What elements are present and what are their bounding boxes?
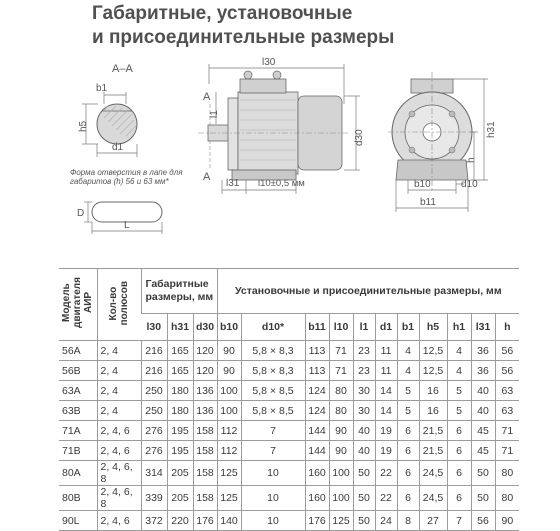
table-cell: 6 (447, 441, 471, 461)
motor-dimension-drawings (0, 52, 560, 272)
table-cell: 144 (305, 441, 329, 461)
table-cell: 136 (193, 381, 217, 401)
table-cell: 100 (217, 381, 241, 401)
table-cell: 19 (375, 421, 397, 441)
table-cell: 4 (397, 361, 419, 381)
label-d1: d1 (112, 142, 124, 153)
table-cell: 45 (471, 441, 495, 461)
table-cell: 250 (141, 401, 167, 421)
table-cell: 5,8 × 8,5 (241, 401, 305, 421)
table-cell: 50 (471, 486, 495, 511)
table-cell: 4 (447, 341, 471, 361)
table-cell: 36 (471, 361, 495, 381)
cell-poles: 2, 4 (97, 361, 141, 381)
table-cell: 165 (167, 341, 193, 361)
table-cell: 372 (141, 511, 167, 531)
table-cell: 24,5 (419, 486, 447, 511)
table-cell: 7 (241, 421, 305, 441)
header-col-6: l10 (329, 314, 353, 341)
table-cell: 63 (495, 381, 519, 401)
table-cell: 5 (397, 401, 419, 421)
foot-hole-view (70, 168, 195, 234)
table-cell: 30 (353, 401, 375, 421)
table-cell: 6 (397, 441, 419, 461)
table-cell: 19 (375, 441, 397, 461)
table-cell: 24 (375, 511, 397, 531)
table-cell: 80 (495, 486, 519, 511)
table-cell: 11 (375, 341, 397, 361)
header-col-3: b10 (217, 314, 241, 341)
hole-note: Форма отверстия в лапе для габаритов (h) 56 и 63 мм* (70, 168, 183, 186)
table-cell: 90 (329, 421, 353, 441)
table-row (59, 486, 519, 511)
table-cell: 250 (141, 381, 167, 401)
table-cell: 16 (419, 381, 447, 401)
cell-poles: 2, 4, 6, 8 (97, 486, 141, 511)
header-poles-text: Кол-во полюсов (108, 280, 130, 326)
table-cell: 5,8 × 8,5 (241, 381, 305, 401)
cell-model: 71A (59, 421, 97, 441)
table-cell: 56 (495, 361, 519, 381)
label-b10: b10 (414, 179, 431, 190)
cell-model: 63B (59, 401, 97, 421)
table-cell: 195 (167, 441, 193, 461)
table-cell: 36 (471, 341, 495, 361)
label-d10: d10 (461, 179, 478, 190)
table-cell: 339 (141, 486, 167, 511)
cell-model: 56A (59, 341, 97, 361)
table-cell: 16 (419, 401, 447, 421)
label-l30: l30 (262, 57, 276, 68)
table-cell: 158 (193, 461, 217, 486)
label-b11: b11 (420, 197, 436, 208)
table-row (59, 401, 519, 421)
table-row (59, 361, 519, 381)
header-col-7: l1 (353, 314, 375, 341)
table-cell: 40 (353, 421, 375, 441)
cell-poles: 2, 4 (97, 381, 141, 401)
label-h: h (466, 157, 477, 163)
table-cell: 30 (353, 381, 375, 401)
table-cell: 80 (329, 401, 353, 421)
table-cell: 63 (495, 401, 519, 421)
table-cell: 314 (141, 461, 167, 486)
table-cell: 5 (447, 401, 471, 421)
table-cell: 216 (141, 341, 167, 361)
table-cell: 22 (375, 486, 397, 511)
table-cell: 14 (375, 401, 397, 421)
table-cell: 276 (141, 441, 167, 461)
table-cell: 90 (495, 511, 519, 531)
table-row (59, 421, 519, 441)
table-cell: 216 (141, 361, 167, 381)
cell-poles: 2, 4, 6, 8 (97, 461, 141, 486)
table-row (59, 461, 519, 486)
table-cell: 113 (305, 361, 329, 381)
table-cell: 40 (471, 401, 495, 421)
table-row (59, 511, 519, 531)
table-cell: 176 (305, 511, 329, 531)
table-cell: 24,5 (419, 461, 447, 486)
table-cell: 6 (397, 486, 419, 511)
section-label: A–A (112, 63, 133, 75)
header-col-13: h (495, 314, 519, 341)
header-poles (97, 269, 141, 341)
table-cell: 165 (167, 361, 193, 381)
table-cell: 158 (193, 421, 217, 441)
table-cell: 80 (495, 461, 519, 486)
label-b1: b1 (96, 83, 108, 94)
cell-model: 90L (59, 511, 97, 531)
table-cell: 144 (305, 421, 329, 441)
dimensions-table-wrap (59, 268, 514, 531)
header-col-2: d30 (193, 314, 217, 341)
table-cell: 90 (329, 441, 353, 461)
table-cell: 23 (353, 341, 375, 361)
table-cell: 4 (397, 341, 419, 361)
header-col-11: h1 (447, 314, 471, 341)
table-cell: 71 (495, 441, 519, 461)
page-title (92, 2, 394, 50)
header-mounting: Установочные и присоединительные размеры, мм (217, 269, 519, 314)
table-cell: 180 (167, 401, 193, 421)
table-cell: 6 (447, 486, 471, 511)
table-cell: 56 (471, 511, 495, 531)
header-col-1: h31 (167, 314, 193, 341)
table-cell: 10 (241, 486, 305, 511)
table-cell: 12,5 (419, 341, 447, 361)
table-cell: 136 (193, 401, 217, 421)
table-cell: 14 (375, 381, 397, 401)
table-cell: 7 (241, 441, 305, 461)
header-model-text: Модель двигателя АИР (61, 277, 95, 329)
header-col-0: l30 (141, 314, 167, 341)
title-line-1: Габаритные, установочные (92, 3, 353, 24)
table-cell: 40 (353, 441, 375, 461)
table-row (59, 441, 519, 461)
table-cell: 6 (397, 461, 419, 486)
table-cell: 71 (329, 341, 353, 361)
header-model (59, 269, 97, 341)
cell-model: 56B (59, 361, 97, 381)
label-l31: l31 (226, 178, 240, 189)
table-cell: 27 (419, 511, 447, 531)
table-cell: 205 (167, 486, 193, 511)
table-cell: 6 (447, 421, 471, 441)
label-d30: d30 (354, 129, 365, 146)
table-cell: 160 (305, 486, 329, 511)
table-cell: 5,8 × 8,3 (241, 341, 305, 361)
label-l1: l1 (209, 110, 220, 118)
table-cell: 50 (353, 511, 375, 531)
label-h31: h31 (486, 121, 497, 138)
header-overall: Габаритные размеры, мм (141, 269, 217, 314)
dimensions-table (59, 268, 519, 531)
header-col-4: d10* (241, 314, 305, 341)
motor-side-view (198, 57, 365, 194)
header-col-8: d1 (375, 314, 397, 341)
label-l10: l10±0,5 мм (258, 178, 305, 189)
table-cell: 90 (217, 341, 241, 361)
table-cell: 112 (217, 421, 241, 441)
table-row (59, 381, 519, 401)
table-cell: 220 (167, 511, 193, 531)
table-cell: 120 (193, 361, 217, 381)
table-cell: 5 (447, 381, 471, 401)
table-cell: 6 (447, 461, 471, 486)
table-row (59, 341, 519, 361)
cell-poles: 2, 4, 6 (97, 511, 141, 531)
cell-model: 80B (59, 486, 97, 511)
table-cell: 158 (193, 486, 217, 511)
label-L: L (124, 220, 130, 231)
table-cell: 50 (353, 486, 375, 511)
table-cell: 205 (167, 461, 193, 486)
table-cell: 160 (305, 461, 329, 486)
table-cell: 125 (217, 461, 241, 486)
table-cell: 124 (305, 381, 329, 401)
table-cell: 140 (217, 511, 241, 531)
table-cell: 158 (193, 441, 217, 461)
motor-front-view (388, 72, 497, 212)
table-cell: 4 (447, 361, 471, 381)
table-body (59, 341, 519, 531)
table-cell: 11 (375, 361, 397, 381)
header-col-10: h5 (419, 314, 447, 341)
label-D: D (77, 208, 85, 219)
table-cell: 80 (329, 381, 353, 401)
table-cell: 125 (217, 486, 241, 511)
header-col-5: b11 (305, 314, 329, 341)
table-cell: 40 (471, 381, 495, 401)
table-cell: 8 (397, 511, 419, 531)
table-cell: 195 (167, 421, 193, 441)
cell-poles: 2, 4, 6 (97, 441, 141, 461)
table-cell: 12,5 (419, 361, 447, 381)
table-cell: 90 (217, 361, 241, 381)
label-A-top: A (203, 91, 211, 103)
table-cell: 100 (329, 486, 353, 511)
table-cell: 124 (305, 401, 329, 421)
table-cell: 71 (495, 421, 519, 441)
cell-model: 63A (59, 381, 97, 401)
table-cell: 125 (329, 511, 353, 531)
table-cell: 100 (329, 461, 353, 486)
table-cell: 21,5 (419, 441, 447, 461)
table-cell: 100 (217, 401, 241, 421)
table-cell: 23 (353, 361, 375, 381)
header-col-9: b1 (397, 314, 419, 341)
table-cell: 113 (305, 341, 329, 361)
label-h5: h5 (78, 120, 89, 132)
header-col-12: l31 (471, 314, 495, 341)
shaft-section-view (78, 63, 137, 157)
table-cell: 176 (193, 511, 217, 531)
table-cell: 6 (397, 421, 419, 441)
table-cell: 112 (217, 441, 241, 461)
cell-model: 80A (59, 461, 97, 486)
table-cell: 10 (241, 461, 305, 486)
table-cell: 7 (447, 511, 471, 531)
table-cell: 50 (471, 461, 495, 486)
title-line-2: и присоединительные размеры (92, 27, 395, 48)
table-cell: 56 (495, 341, 519, 361)
table-cell: 5 (397, 381, 419, 401)
table-cell: 5,8 × 8,3 (241, 361, 305, 381)
cell-poles: 2, 4, 6 (97, 421, 141, 441)
cell-poles: 2, 4 (97, 401, 141, 421)
table-cell: 120 (193, 341, 217, 361)
table-cell: 71 (329, 361, 353, 381)
table-cell: 45 (471, 421, 495, 441)
table-cell: 21,5 (419, 421, 447, 441)
label-A-bottom: A (203, 171, 211, 183)
cell-poles: 2, 4 (97, 341, 141, 361)
cell-model: 71B (59, 441, 97, 461)
table-cell: 22 (375, 461, 397, 486)
table-cell: 276 (141, 421, 167, 441)
table-cell: 180 (167, 381, 193, 401)
table-cell: 50 (353, 461, 375, 486)
table-cell: 10 (241, 511, 305, 531)
